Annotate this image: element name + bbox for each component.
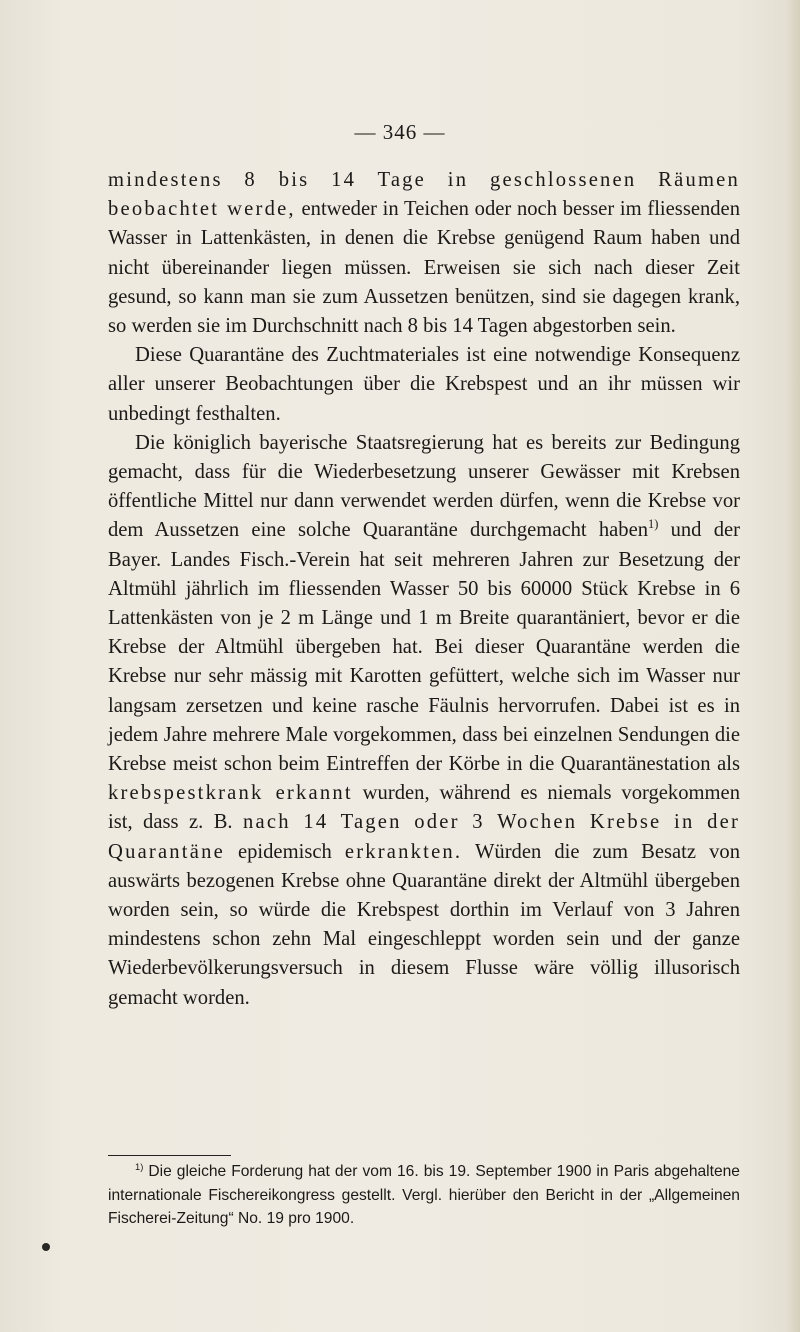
text-run: wurden, während es niemals vorgekommen ist, dass z. B. <box>108 782 740 834</box>
body-text <box>108 166 740 1013</box>
paragraph-3 <box>108 429 740 1013</box>
text-run: epidemisch <box>224 840 345 863</box>
footnote-marker: 1) <box>135 1161 144 1172</box>
text-run: entweder in Teichen oder noch besser im fliessenden Wasser in Lattenkästen, in denen die Krebse genügend Raum haben und nicht übereinander liegen müssen. Erweisen sie sich nach dieser Zeit gesund, so kann man sie zum Aussetzen benützen, sind sie dagegen krank, so werden sie im Durchschnitt nach 8 bis 14 Tagen abgestorben sein. <box>108 198 740 338</box>
footnote-reference: 1) <box>648 517 659 532</box>
spaced-emphasis: krebspestkrank erkannt <box>108 782 353 805</box>
paragraph-1 <box>108 166 740 341</box>
page-number: — 346 — <box>354 120 446 144</box>
text-run: Würden die zum Besatz von auswärts bezogenen Krebse ohne Quarantäne direkt der Altmühl übergeben worden sein, so würde die Krebspest dorthin im Verlauf von 3 Jahren mindestens schon zehn Mal eingeschleppt worden sein und der ganze Wiederbevölkerungsversuch in diesem Flusse wäre völlig illusorisch gemacht worden. <box>108 840 740 1009</box>
page-edge-shadow <box>786 0 800 1332</box>
footnotes <box>108 1160 740 1231</box>
text-run: und der Bayer. Landes Fisch.-Verein hat seit mehreren Jahren zur Besetzung der Altmühl jährlich im fliessenden Wasser 50 bis 60000 Stück Krebse in 6 Lattenkästen von je 2 m Länge und 1 m Breite quarantäniert, bevor er die Krebse der Altmühl übergeben hat. Bei dieser Quarantäne werden die Krebse nur sehr mässig mit Karotten gefüttert, welche sich im Wasser nur langsam zersetzen und keine rasche Fäulnis hervorrufen. Dabei ist es in jedem Jahre mehrere Male vorgekommen, dass bei einzelnen Sendungen die Krebse meist schon beim Eintreffen der Körbe in die Quarantänestation als <box>108 519 740 776</box>
spaced-emphasis: erkrankten. <box>344 840 463 863</box>
ink-spot <box>42 1243 50 1251</box>
paragraph-2: Diese Quarantäne des Zuchtmateriales ist eine notwendige Konsequenz aller unserer Beobachtungen über die Krebspest und an ihr müssen wir unbedingt festhalten. <box>108 344 740 425</box>
spaced-emphasis: nach 14 Tagen oder 3 Wochen Krebse in der Quarantäne <box>108 811 740 863</box>
footnote-text: Die gleiche Forderung hat der vom 16. bis 19. September 1900 in Paris abgehaltene internationale Fischereikongress gestellt. Vergl. hierüber den Bericht in der „Allgemeinen Fischerei-Zeitung“ No. 19 pro 1900. <box>108 1163 740 1227</box>
spaced-emphasis: mindestens 8 bis 14 Tage in geschlossenen Räumen beobachtet werde, <box>108 169 740 221</box>
footnote-1 <box>108 1160 740 1231</box>
text-run: Die königlich bayerische Staatsregierung hat es bereits zur Bedingung gemacht, dass für die Wiederbesetzung unserer Gewässer mit Krebsen öffentliche Mittel nur dann verwendet werden dürfen, wenn die Krebse vor dem Aussetzen eine solche Quarantäne durchgemacht haben <box>108 431 740 542</box>
footnote-divider <box>108 1155 231 1156</box>
